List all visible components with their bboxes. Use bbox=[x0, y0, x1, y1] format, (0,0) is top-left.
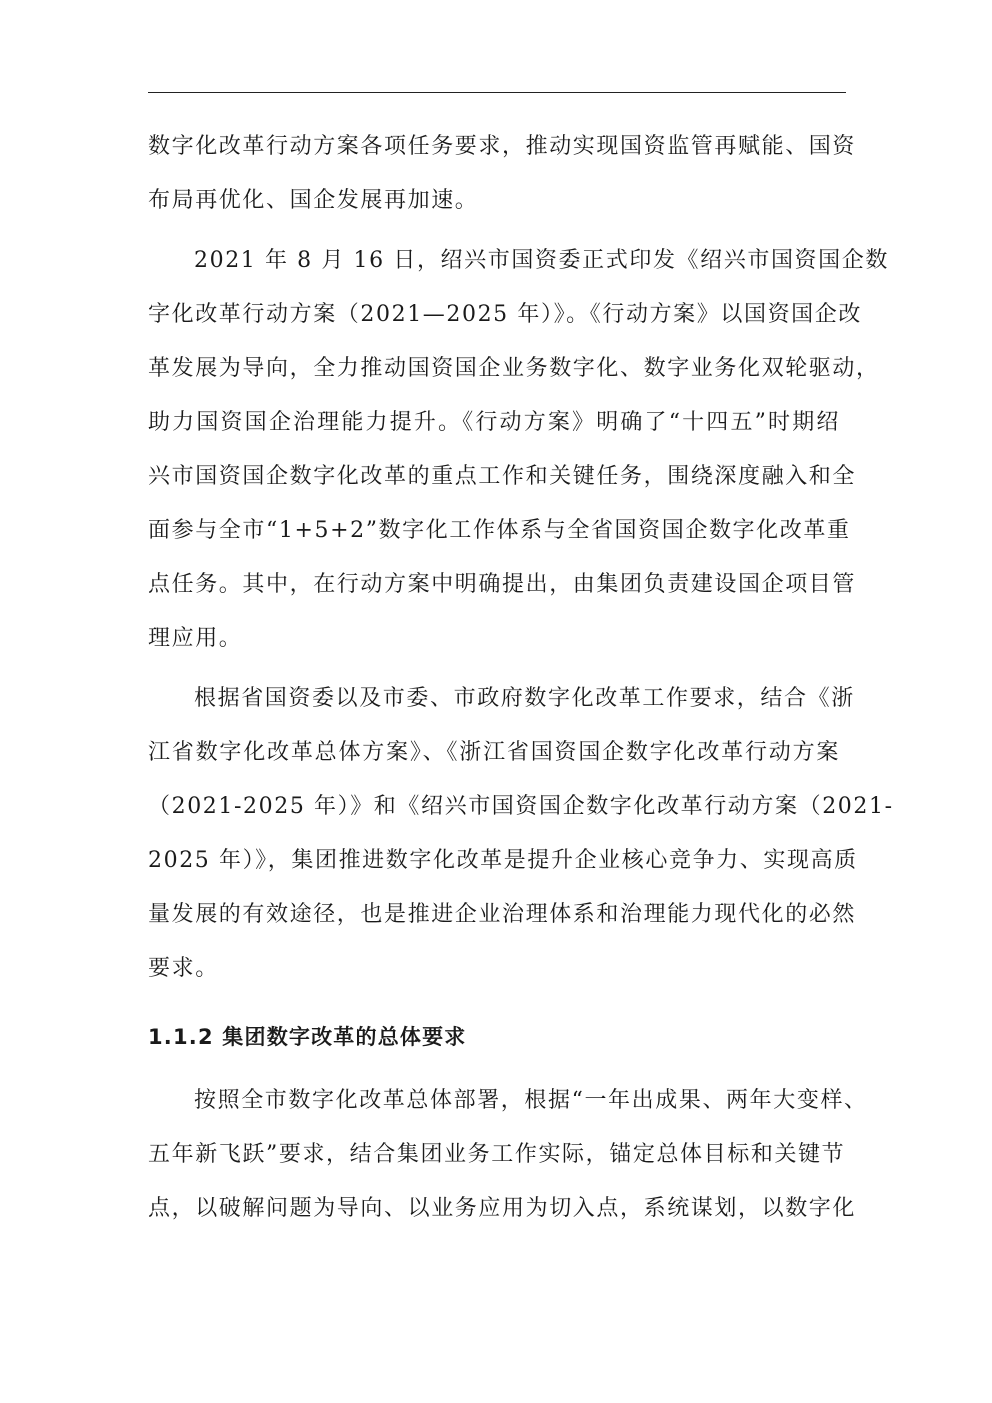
text-line: 根据省国资委以及市委、市政府数字化改革工作要求，结合《浙 bbox=[194, 686, 855, 711]
document-body bbox=[148, 120, 894, 1236]
text-line: 字化改革行动方案（2021—2025 年）》。《行动方案》以国资国企改 bbox=[148, 302, 862, 327]
text-line: 数字化改革行动方案各项任务要求，推动实现国资监管再赋能、国资 bbox=[148, 134, 857, 159]
header-rule bbox=[148, 92, 846, 93]
text-line: 助力国资国企治理能力提升。《行动方案》明确了“十四五”时期绍 bbox=[148, 410, 840, 435]
text-line: 理应用。 bbox=[148, 626, 243, 651]
text-line: 革发展为导向，全力推动国资国企业务数字化、数字业务化双轮驱动， bbox=[148, 356, 880, 381]
text-line: 面参与全市“1+5+2”数字化工作体系与全省国资国企数字化改革重 bbox=[148, 518, 851, 543]
text-line: 量发展的有效途径，也是推进企业治理体系和治理能力现代化的必然 bbox=[148, 902, 857, 927]
text-line: 兴市国资国企数字化改革的重点工作和关键任务，围绕深度融入和全 bbox=[148, 464, 857, 489]
text-line: （2021-2025 年）》和《绍兴市国资国企数字化改革行动方案（2021- bbox=[148, 794, 894, 819]
text-line: 江省数字化改革总体方案》、《浙江省国资国企数字化改革行动方案 bbox=[148, 740, 840, 765]
text-line: 点任务。其中，在行动方案中明确提出，由集团负责建设国企项目管 bbox=[148, 572, 857, 597]
paragraph-1 bbox=[148, 120, 857, 228]
text-line: 布局再优化、国企发展再加速。 bbox=[148, 188, 479, 213]
text-line: 2025 年）》，集团推进数字化改革是提升企业核心竞争力、实现高质 bbox=[148, 848, 858, 873]
text-line: 要求。 bbox=[148, 956, 219, 981]
text-line: 五年新飞跃”要求，结合集团业务工作实际，锚定总体目标和关键节 bbox=[148, 1142, 846, 1167]
paragraph-4 bbox=[148, 1074, 868, 1236]
paragraph-3 bbox=[148, 672, 894, 996]
section-heading: 1.1.2 集团数字改革的总体要求 bbox=[148, 1025, 467, 1049]
paragraph-2 bbox=[148, 234, 889, 666]
text-line: 按照全市数字化改革总体部署，根据“一年出成果、两年大变样、 bbox=[194, 1088, 868, 1113]
text-line: 2021 年 8 月 16 日，绍兴市国资委正式印发《绍兴市国资国企数 bbox=[194, 248, 889, 273]
text-line: 点，以破解问题为导向、以业务应用为切入点，系统谋划，以数字化 bbox=[148, 1196, 857, 1221]
